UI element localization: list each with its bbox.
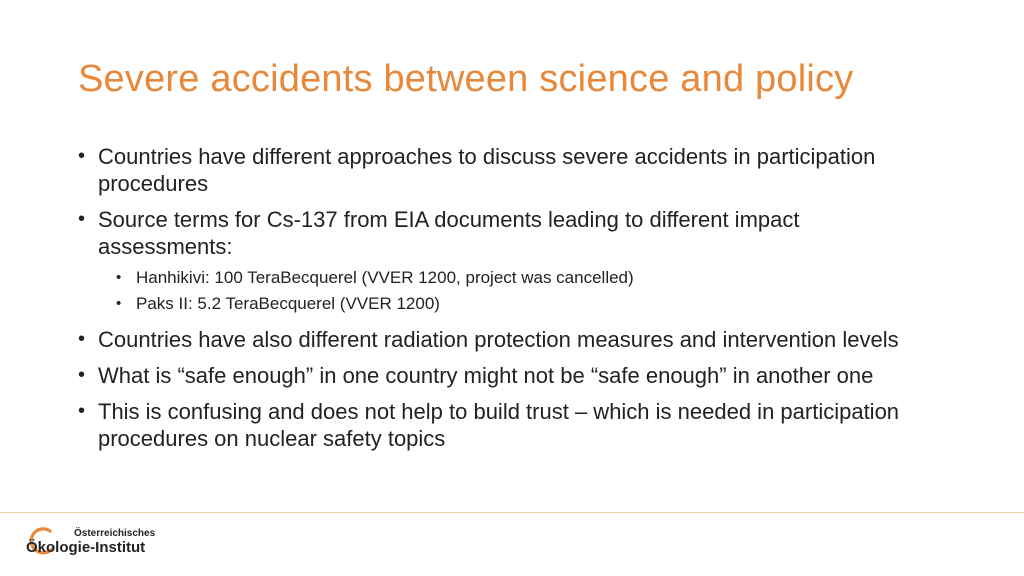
institute-logo (26, 522, 166, 566)
bullet-dot: • (116, 269, 122, 286)
bullet-item (78, 143, 938, 197)
bullet-text: Countries have also different radiation protection measures and intervention levels (98, 327, 899, 352)
logo-line1: Österreichisches (74, 528, 156, 539)
bullet-dot: • (78, 364, 86, 386)
bullet-dot: • (78, 328, 86, 350)
bullet-item (78, 206, 938, 260)
sub-bullet-item (78, 265, 938, 291)
bullet-dot: • (78, 208, 86, 230)
bullet-item (78, 398, 938, 452)
bullet-dot: • (78, 400, 86, 422)
sub-bullet-item (78, 291, 938, 317)
logo-line2: Ökologie-Institut (26, 539, 146, 556)
footer-divider (0, 512, 1024, 513)
bullet-text: This is confusing and does not help to build trust – which is needed in participation procedures on nuclear safety topics (98, 399, 900, 451)
sub-bullet-text: Hanhikivi: 100 TeraBecquerel (VVER 1200, project was cancelled) (136, 268, 634, 287)
sub-bullet-text: Paks II: 5.2 TeraBecquerel (VVER 1200) (136, 294, 440, 313)
sub-bullet-list (78, 265, 938, 317)
bullet-dot: • (78, 145, 86, 167)
bullet-item (78, 362, 938, 389)
slide-title: Severe accidents between science and policy (78, 58, 854, 100)
bullet-text: Countries have different approaches to discuss severe accidents in participation procedures (98, 144, 876, 196)
slide-content (78, 143, 938, 461)
bullet-text: Source terms for Cs-137 from EIA documents leading to different impact assessments: (98, 207, 800, 259)
bullet-text: What is “safe enough” in one country might not be “safe enough” in another one (98, 363, 874, 388)
bullet-dot: • (116, 295, 122, 312)
bullet-item (78, 326, 938, 353)
